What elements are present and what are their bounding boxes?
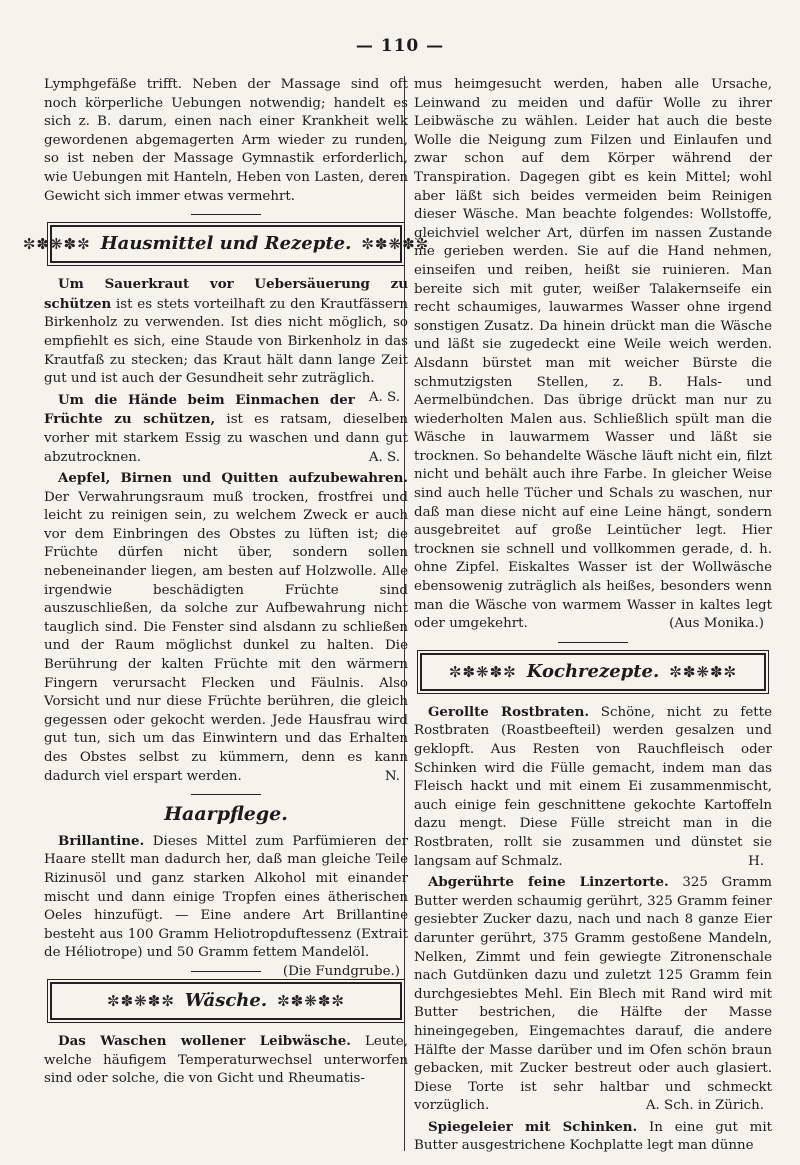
heading-haarpflege: Haarpflege. — [164, 803, 288, 826]
recipe-linzertorte — [414, 873, 772, 1116]
signature: H. — [748, 853, 764, 869]
recipe-brillantine — [44, 832, 408, 979]
recipe-title: Gerollte Rostbraten. — [428, 703, 589, 720]
article-title: Das Waschen wollener Leibwäsche. — [58, 1032, 351, 1049]
recipe-haende — [44, 391, 408, 467]
signature: N. — [384, 768, 400, 784]
recipe-text: ist es ratsam, dieselben vorher mit starkem Essig zu waschen und dann gut abzutrocknen. — [44, 412, 408, 465]
ornament-icon: ✼✽❋✽✼ — [361, 234, 430, 253]
ornament-icon: ✼✽❋✽✼ — [669, 662, 738, 681]
recipe-text: Der Verwahrungsraum muß trocken, frostfrei und leicht zu reinigen sein, zu welchem Zweck er auch vor dem Einbringen des Obstes zu lüften ist; die Früchte dürfen nicht über, sondern sollen nebeneinander liegen, am besten auf Holzwolle. Alle irgendwie beschädigten Früchte sind auszuschließen, da solche zur Aufbewahrung nicht tauglich sind. Die Fenster sind alsdann zu schließen und der Raum möglichst dunkel zu halten. Die Berührung der kalten Früchte mit den wärmern Fingern verursacht Flecken und Fäulnis. Also Vorsicht und nur diese Früchte berühren, die gleich gegessen oder gekocht werden. Jede Hausfrau wird gut tun, sich um das Einwintern und das Erhalten des Obstes selbst zu kümmern, denn es kann dadurch viel erspart werden. — [44, 489, 408, 784]
article-text: mus heimgesucht werden, haben alle Ursache, Leinwand zu meiden und dafür Wolle zu ihrer Leibwäsche zu wählen. Leider hat auch die beste Wolle die Neigung zum Filzen und Einlaufen und zwar schon auf dem Körper während der Transpiration. Dagegen gibt es kein Mittel; wohl aber läßt sich beides vermeiden beim Reinigen dieser Wäsche. Man beachte folgendes: Wollstoffe, gleichviel welcher Art, dürfen im nassen Zustande nie gerieben werden. Sie auf die Hand nehmen, einseifen und reiben, heißt sie ruinieren. Man bereite sich mit guter, weißer Talakernseife ein recht schaumiges, lauwarmes Wasser ohne irgend sonstigen Zusatz. Da hinein drückt man die Wäsche und läßt sie zugedeckt eine Weile weich werden. Alsdann bürstet man mit weicher Bürste die schmutzigsten Stellen, z. B. Hals- und Aermelbündchen. Das übrige drückt man nur zu wiederholten Malen aus. Schließlich spült man die Wäsche in lauwarmem Wasser und läßt sie trocknen. So behandelte Wäsche läuft nicht ein, filzt nicht und behält auch ihre Farbe. In gleicher Weise sind auch helle Tücher und Schals zu waschen, nur daß man diese nicht auf eine Leine hängt, sondern ausgebreitet auf große Leintücher legt. Hier trocknen sie schnell und vollkommen gerade, d. h. ohne Zipfel. Eiskaltes Wasser ist der Wollwäsche ebensowenig zuträglich als heißes, besonders wenn man die Wäsche von warmem Wasser in kaltes legt oder umgekehrt. — [414, 77, 772, 632]
heading-waesche: Wäsche. — [184, 989, 268, 1011]
recipe-text: 325 Gramm Butter werden schaumig gerührt, 325 Gramm feiner gesiebter Zucker dazu, nach und nach 8 ganze Eier darunter gerührt, 375 Gramm gestoßene Mandeln, Nelken, Zimmt und fein gewiegte Zitronenschale nach Gutdünken dazu und zuletzt 125 Gramm fein durchgesiebtes Mehl. Ein Blech mit Rand wird mit Butter bestrichen, die Hälfte der Masse hineingegeben, Eingemachtes darauf, die andere Hälfte der Masse darüber und im Ofen schön braun gebacken, mit Zucker bestreut oder auch glasiert. Diese Torte ist sehr haltbar und schmeckt vorzüglich. — [414, 875, 773, 1114]
separator-rule — [191, 971, 261, 972]
signature: (Aus Monika.) — [669, 616, 764, 632]
right-column — [414, 76, 772, 1158]
article-waesche-continued — [414, 76, 772, 634]
recipe-title: Um die Hände beim Einmachen der Früchte zu schützen, — [44, 391, 355, 428]
page-number: — 110 — — [355, 36, 445, 56]
separator-rule — [191, 214, 261, 215]
recipe-title: Spiegeleier mit Schinken. — [428, 1118, 638, 1135]
signature: A. Sch. in Zürich. — [645, 1098, 764, 1114]
separator-rule — [558, 642, 628, 643]
recipe-text: ist es stets vorteilhaft zu den Krautfässern Birkenholz zu verwenden. Ist dies nicht möglich, so empfiehlt es sich, eine Staude von Birkenholz in das Krautfaß zu stecken; das Kraut hält dann lange Zeit gut und ist auch der Gesundheit sehr zuträglich. — [44, 296, 408, 387]
heading-kochrezepte: Kochrezepte. — [526, 660, 660, 682]
signature: A. S. — [368, 389, 400, 405]
recipe-title: Brillantine. — [58, 832, 145, 849]
recipe-rostbraten — [414, 703, 772, 871]
section-heading-waesche — [50, 982, 402, 1020]
recipe-text: Dieses Mittel zum Parfümieren der Haare stellt man dadurch her, daß man gleiche Teile Rizinusöl und ganz starken Alkohol mit einander mischt und dann einige Tropfen eines ätherischen Oeles hinzufügt. — Eine andere Art Brillantine besteht aus 100 Gramm Heliotropduftessenz (Extrait de Héliotrope) und 50 Gramm fettem Mandelöl. — [44, 833, 408, 961]
recipe-title: Abgerührte feine Linzertorte. — [428, 874, 669, 891]
ornament-icon: ✼✽❋✽✼ — [107, 991, 175, 1010]
recipe-text: Schöne, nicht zu fette Rostbraten (Roastbeefteil) werden gesalzen und geklopft. Aus Resten von Rauchfleisch oder Schinken wird die Fülle gemacht, indem man das Fleisch hackt und mit einem Ei zusammenmischt, auch einige fein geschnittene gekochte Kartoffeln dazu mengt. Diese Fülle streicht man in die Rostbraten, rollt sie zusammen und dünstet sie langsam auf Schmalz. — [414, 704, 772, 869]
ornament-icon: ✼✽❋✽✼ — [448, 662, 517, 681]
section-heading-hausmittel — [22, 225, 430, 263]
left-column — [22, 76, 430, 1091]
section-heading-kochrezepte — [420, 653, 766, 691]
separator-rule — [191, 794, 261, 795]
article-waesche-start — [44, 1032, 408, 1089]
article-text: Leute, welche häufigem Temperaturwechsel unterworfen sind oder solche, die von Gicht und Rheumatis- — [44, 1033, 408, 1087]
paragraph-massage-end: Lymphgefäße trifft. Neben der Massage sind oft noch körperliche Uebungen notwendig; handelt es sich z. B. darum, einen nach einer Krankheit welk gewordenen abgemagerten Arm wieder zu runden, so ist neben der Massage Gymnastik erforderlich, wie Uebungen mit Hanteln, Heben von Lasten, deren Gewicht sich immer etwas vermehrt. — [44, 77, 408, 204]
recipe-sauerkraut — [44, 275, 408, 405]
recipe-spiegeleier — [414, 1118, 772, 1156]
heading-hausmittel: Hausmittel und Rezepte. — [100, 232, 352, 254]
recipe-title: Um Sauerkraut vor Uebersäuerung zu schützen — [44, 276, 408, 312]
recipe-title: Aepfel, Birnen und Quitten aufzubewahren. — [58, 470, 408, 487]
signature: A. S. — [368, 449, 400, 465]
recipe-text: In eine gut mit Butter ausgestrichene Kochplatte legt man dünne — [414, 1119, 772, 1154]
signature: (Die Fundgrube.) — [282, 963, 400, 979]
recipe-aepfel — [44, 469, 408, 786]
ornament-icon: ✼✽❋✽✼ — [277, 991, 345, 1010]
ornament-icon: ✼✽❋✽✼ — [22, 234, 91, 253]
